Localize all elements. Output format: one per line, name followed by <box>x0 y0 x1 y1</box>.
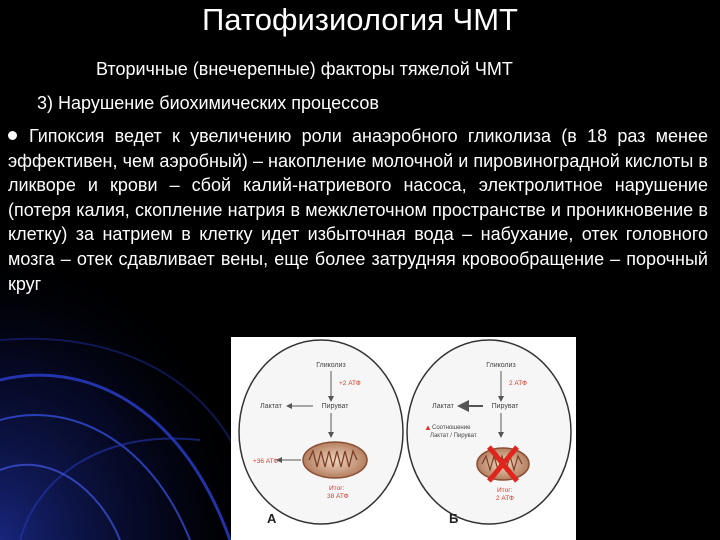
panel-a-atp-mito: +36 АТФ <box>253 458 279 465</box>
section-heading: 3) Нарушение биохимических процессов <box>37 93 379 113</box>
panel-b-ratio-line1: Соотношение <box>432 425 471 431</box>
panel-b-pyruvate: Пируват <box>491 403 519 410</box>
panel-a-pyruvate: Пируват <box>321 403 349 410</box>
panel-b <box>407 340 571 526</box>
panel-a-glycolysis: Гликолиз <box>316 362 346 369</box>
panel-b-lactate: Лактат <box>432 403 454 410</box>
panel-a <box>239 340 403 526</box>
panel-b-letter: Б <box>449 511 459 526</box>
bullet-icon <box>8 131 17 140</box>
panel-a-total-label: Итог: <box>329 485 345 492</box>
body-paragraph <box>8 124 708 296</box>
panel-b-ratio-line2: Лактат / Пируват <box>430 433 477 439</box>
panel-b-glycolysis: Гликолиз <box>486 362 516 369</box>
slide-title: Патофизиология ЧМТ <box>202 2 518 37</box>
panel-a-letter: А <box>267 511 277 526</box>
panel-a-total-value: 38 АТФ <box>327 493 349 500</box>
paragraph-text: Гипоксия ведет к увеличению роли анаэробного гликолиза (в 18 раз менее эффективен, чем аэробный) – накопление молочной и пировиноградной кислоты в ликворе и крови – сбой калий-натриевого насоса, электролитное нарушение (потеря калия, скопление натрия в межклеточном пространстве и проникновение в клетку) за натрием в клетку идет избыточная вода – набухание, отек головного мозга – отек сдавливает вены, еще более затрудняя кровообращение – порочный круг <box>8 126 708 294</box>
panel-a-lactate: Лактат <box>260 403 282 410</box>
panel-b-atp-glycolysis: 2 АТФ <box>509 380 527 387</box>
panel-b-ratio-arrow: ▲ <box>424 423 432 432</box>
slide-subtitle: Вторичные (внечерепные) факторы тяжелой ЧМТ <box>96 59 513 79</box>
mitochondrion-a-icon <box>303 442 367 478</box>
panel-b-total-value: 2 АТФ <box>496 495 514 502</box>
metabolism-figure <box>231 337 576 540</box>
panel-b-total-label: Итог: <box>497 487 513 494</box>
panel-a-atp-glycolysis: +2 АТФ <box>339 380 361 387</box>
